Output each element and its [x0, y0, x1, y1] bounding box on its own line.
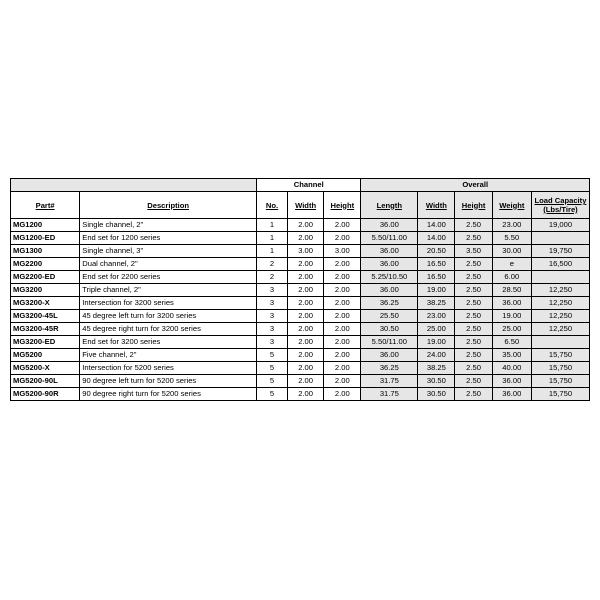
cell-weight: e	[492, 258, 531, 271]
cell-weight: 36.00	[492, 388, 531, 401]
cell-part: MG1200-ED	[11, 232, 80, 245]
cell-weight: 36.00	[492, 375, 531, 388]
cell-description: Single channel, 2"	[80, 219, 257, 232]
cell-length: 36.00	[361, 219, 418, 232]
cell-overall-height: 2.50	[455, 388, 492, 401]
cell-length: 31.75	[361, 388, 418, 401]
cell-load-capacity: 15,750	[531, 388, 589, 401]
group-header-blank	[11, 179, 257, 192]
table-row	[11, 297, 590, 310]
cell-load-capacity	[531, 232, 589, 245]
header-length: Length	[361, 192, 418, 219]
cell-load-capacity: 19,750	[531, 245, 589, 258]
cell-channel-no: 5	[257, 362, 288, 375]
cell-channel-width: 2.00	[288, 310, 324, 323]
cell-overall-width: 23.00	[418, 310, 455, 323]
cell-weight: 19.00	[492, 310, 531, 323]
header-overall-width: Width	[418, 192, 455, 219]
cell-overall-height: 2.50	[455, 336, 492, 349]
table-row	[11, 388, 590, 401]
cell-description: Dual channel, 2"	[80, 258, 257, 271]
cell-channel-no: 1	[257, 232, 288, 245]
cell-overall-width: 24.00	[418, 349, 455, 362]
cell-description: Triple channel, 2"	[80, 284, 257, 297]
cell-description: Single channel, 3"	[80, 245, 257, 258]
cell-channel-no: 2	[257, 271, 288, 284]
cell-overall-width: 14.00	[418, 232, 455, 245]
cell-description: 45 degree left turn for 3200 series	[80, 310, 257, 323]
table-row	[11, 258, 590, 271]
cell-channel-height: 2.00	[324, 232, 361, 245]
cell-overall-width: 20.50	[418, 245, 455, 258]
table-row	[11, 284, 590, 297]
cell-channel-no: 3	[257, 310, 288, 323]
cell-channel-no: 1	[257, 219, 288, 232]
cell-length: 36.00	[361, 284, 418, 297]
cell-description: 90 degree left turn for 5200 series	[80, 375, 257, 388]
cell-channel-height: 2.00	[324, 219, 361, 232]
cell-part: MG1300	[11, 245, 80, 258]
cell-part: MG5200-90L	[11, 375, 80, 388]
cell-part: MG1200	[11, 219, 80, 232]
cell-load-capacity: 12,250	[531, 310, 589, 323]
cell-part: MG2200	[11, 258, 80, 271]
cell-overall-height: 2.50	[455, 323, 492, 336]
cell-length: 36.00	[361, 245, 418, 258]
cell-part: MG3200-45R	[11, 323, 80, 336]
cell-load-capacity: 12,250	[531, 323, 589, 336]
cell-channel-no: 2	[257, 258, 288, 271]
cell-part: MG3200	[11, 284, 80, 297]
header-channel-height: Height	[324, 192, 361, 219]
cell-load-capacity	[531, 271, 589, 284]
header-description: Description	[80, 192, 257, 219]
cell-channel-height: 2.00	[324, 388, 361, 401]
cell-length: 5.50/11.00	[361, 336, 418, 349]
cell-channel-width: 2.00	[288, 232, 324, 245]
cell-channel-height: 2.00	[324, 323, 361, 336]
table-row	[11, 336, 590, 349]
cell-weight: 36.00	[492, 297, 531, 310]
cell-channel-width: 2.00	[288, 349, 324, 362]
cell-channel-width: 2.00	[288, 388, 324, 401]
cell-weight: 5.50	[492, 232, 531, 245]
cell-weight: 30.00	[492, 245, 531, 258]
header-load-capacity-line2: (Lbs/Tire)	[543, 205, 578, 214]
table-row	[11, 232, 590, 245]
group-header-row	[11, 179, 590, 192]
header-part: Part#	[11, 192, 80, 219]
cell-load-capacity: 19,000	[531, 219, 589, 232]
cell-length: 5.50/11.00	[361, 232, 418, 245]
cell-overall-width: 16.50	[418, 258, 455, 271]
cell-length: 36.00	[361, 349, 418, 362]
table-row	[11, 349, 590, 362]
cell-part: MG5200-X	[11, 362, 80, 375]
cell-channel-width: 3.00	[288, 245, 324, 258]
cell-length: 25.50	[361, 310, 418, 323]
cell-description: 90 degree right turn for 5200 series	[80, 388, 257, 401]
table-row	[11, 245, 590, 258]
cell-description: Intersection for 5200 series	[80, 362, 257, 375]
cell-description: End set for 1200 series	[80, 232, 257, 245]
cell-load-capacity	[531, 336, 589, 349]
cell-overall-height: 3.50	[455, 245, 492, 258]
cell-channel-height: 2.00	[324, 297, 361, 310]
cell-part: MG5200	[11, 349, 80, 362]
cell-channel-no: 5	[257, 375, 288, 388]
cell-overall-height: 2.50	[455, 284, 492, 297]
cell-channel-height: 2.00	[324, 362, 361, 375]
cell-load-capacity: 15,750	[531, 362, 589, 375]
cell-channel-no: 3	[257, 336, 288, 349]
cell-channel-height: 2.00	[324, 258, 361, 271]
cell-channel-height: 2.00	[324, 336, 361, 349]
cell-channel-no: 5	[257, 388, 288, 401]
cell-channel-width: 2.00	[288, 258, 324, 271]
cell-overall-width: 30.50	[418, 388, 455, 401]
header-load-capacity-line1: Load Capacity	[534, 196, 587, 205]
cell-channel-height: 2.00	[324, 310, 361, 323]
table-row	[11, 362, 590, 375]
column-header-row	[11, 192, 590, 219]
cell-overall-width: 16.50	[418, 271, 455, 284]
cell-channel-height: 2.00	[324, 375, 361, 388]
table-row	[11, 375, 590, 388]
cell-overall-height: 2.50	[455, 232, 492, 245]
header-channel-width: Width	[288, 192, 324, 219]
cell-length: 31.75	[361, 375, 418, 388]
table-row	[11, 310, 590, 323]
cell-overall-width: 25.00	[418, 323, 455, 336]
cell-channel-height: 3.00	[324, 245, 361, 258]
cell-weight: 6.00	[492, 271, 531, 284]
cell-overall-height: 2.50	[455, 362, 492, 375]
cell-channel-width: 2.00	[288, 297, 324, 310]
cell-channel-no: 5	[257, 349, 288, 362]
cell-channel-width: 2.00	[288, 271, 324, 284]
cell-load-capacity: 15,750	[531, 349, 589, 362]
cell-load-capacity: 16,500	[531, 258, 589, 271]
cell-description: End set for 3200 series	[80, 336, 257, 349]
cell-load-capacity: 15,750	[531, 375, 589, 388]
cell-weight: 28.50	[492, 284, 531, 297]
table-row	[11, 219, 590, 232]
table-row	[11, 323, 590, 336]
cell-channel-no: 3	[257, 323, 288, 336]
cell-part: MG3200-X	[11, 297, 80, 310]
cell-overall-height: 2.50	[455, 219, 492, 232]
cell-part: MG2200-ED	[11, 271, 80, 284]
cell-description: Five channel, 2"	[80, 349, 257, 362]
cell-overall-width: 14.00	[418, 219, 455, 232]
cell-length: 30.50	[361, 323, 418, 336]
cell-part: MG3200-45L	[11, 310, 80, 323]
cell-channel-height: 2.00	[324, 284, 361, 297]
cell-description: Intersection for 3200 series	[80, 297, 257, 310]
group-header-overall: Overall	[361, 179, 590, 192]
spec-table-body	[11, 219, 590, 401]
header-load-capacity	[531, 192, 589, 219]
cell-channel-width: 2.00	[288, 284, 324, 297]
cell-channel-width: 2.00	[288, 323, 324, 336]
spec-table	[10, 178, 590, 401]
table-row	[11, 271, 590, 284]
header-channel-no: No.	[257, 192, 288, 219]
cell-description: 45 degree right turn for 3200 series	[80, 323, 257, 336]
cell-channel-height: 2.00	[324, 271, 361, 284]
cell-weight: 25.00	[492, 323, 531, 336]
cell-channel-width: 2.00	[288, 362, 324, 375]
cell-part: MG3200-ED	[11, 336, 80, 349]
cell-channel-height: 2.00	[324, 349, 361, 362]
cell-weight: 23.00	[492, 219, 531, 232]
header-overall-height: Height	[455, 192, 492, 219]
cell-overall-width: 38.25	[418, 297, 455, 310]
cell-weight: 6.50	[492, 336, 531, 349]
cell-overall-width: 19.00	[418, 336, 455, 349]
cell-channel-no: 3	[257, 284, 288, 297]
cell-description: End set for 2200 series	[80, 271, 257, 284]
cell-overall-height: 2.50	[455, 297, 492, 310]
cell-load-capacity: 12,250	[531, 297, 589, 310]
cell-overall-width: 30.50	[418, 375, 455, 388]
cell-channel-no: 3	[257, 297, 288, 310]
group-header-channel: Channel	[257, 179, 361, 192]
cell-length: 5.25/10.50	[361, 271, 418, 284]
cell-overall-height: 2.50	[455, 258, 492, 271]
cell-overall-width: 19.00	[418, 284, 455, 297]
cell-weight: 35.00	[492, 349, 531, 362]
cell-overall-height: 2.50	[455, 310, 492, 323]
cell-length: 36.25	[361, 362, 418, 375]
cell-load-capacity: 12,250	[531, 284, 589, 297]
cell-overall-height: 2.50	[455, 349, 492, 362]
cell-overall-height: 2.50	[455, 271, 492, 284]
cell-part: MG5200-90R	[11, 388, 80, 401]
cell-length: 36.00	[361, 258, 418, 271]
cell-channel-width: 2.00	[288, 375, 324, 388]
cell-channel-width: 2.00	[288, 336, 324, 349]
cell-channel-no: 1	[257, 245, 288, 258]
header-weight: Weight	[492, 192, 531, 219]
cell-overall-height: 2.50	[455, 375, 492, 388]
cell-overall-width: 38.25	[418, 362, 455, 375]
cell-channel-width: 2.00	[288, 219, 324, 232]
cell-weight: 40.00	[492, 362, 531, 375]
cell-length: 36.25	[361, 297, 418, 310]
